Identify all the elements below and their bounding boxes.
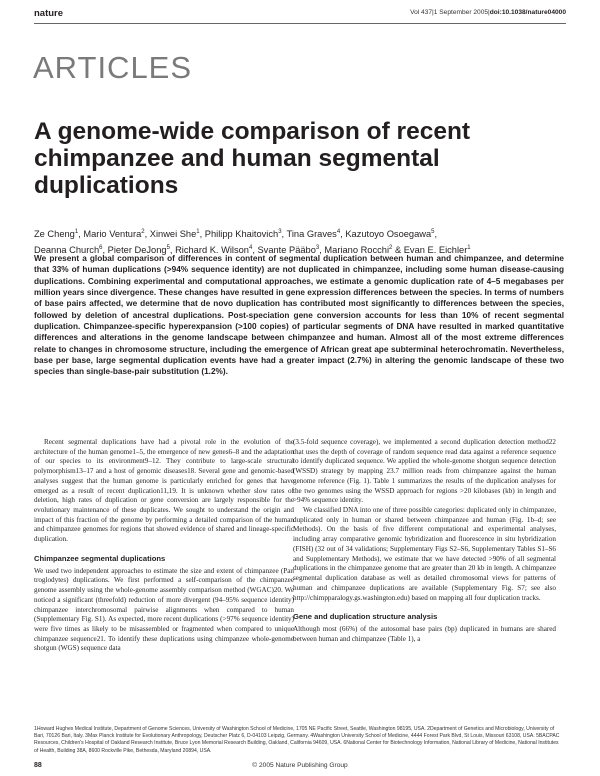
body-column-right (293, 438, 556, 644)
body-paragraph: We used two independent approaches to estimate the size and extent of chimpanzee (Pan troglodytes) duplications. We first performed a self-comparison of the chimpanzee genome assembly using the whole-genome assembly comparison method (WGAC)20. We noticed a significant (threefold) reduction of more divergent (94–95% sequence identity) chimpanzee interchromosomal pairwise alignments when compared to human (Supplementary Fig. S1). As expected, more recent duplications (>97% sequence identity) were five times as likely to be misassembled or fragmented when compared to unique chimpanzee sequence21. To identify these duplications using chimpanzee whole-genome shotgun (WGS) sequence data (34, 566, 294, 653)
section-heading: Chimpanzee segmental duplications (34, 553, 166, 563)
body-paragraph: Recent segmental duplications have had a pivotal role in the evolution of the architecture of the human genome1–5, the emergence of new genes6–8 and the adaptation of our species to its environment9–12. They contribute to large-scale structural polymorphism13–17 and a host of genomic diseases18. Several gene and genomic-based analyses suggest that the human genome is particularly enriched for genes that have emerged as a result of recent duplication11,19. It is unknown whether slow rates of deletion, high rates of duplication or gene conversion are largely responsible for the evolutionary maintenance of these duplicates. We sought to understand the origin and impact of this fraction of the genome by performing a detailed comparison of the human and chimpanzee genomes for regions that showed evidence of shared and lineage-specific duplication. (34, 438, 294, 544)
journal-name: nature (34, 8, 64, 19)
abstract: We present a global comparison of differences in content of segmental duplication between human and chimpanzee, and determine that 33% of human duplications (>94% sequence identity) are not duplicated in chimpanzee, including some human disease-causing duplications. Combining experimental and computational approaches, we estimate a genomic duplication rate of 4–5 megabases per million years since divergence. These changes have resulted in gene expression differences between the species. In terms of numbers of base pairs affected, we determine that de novo duplication has contributed most significantly to differences between the species, followed by deletion of ancestral duplications. Post-speciation gene conversion accounts for less than 10% of recent segmental duplication. Chimpanzee-specific hyperexpansion (>100 copies) of particular segments of DNA have resulted in marked quantitative differences and alterations in the genome landscape between chimpanzee and human. Almost all of the most extreme differences relate to changes in chromosome structure, including the emergence of African great ape subterminal heterochromatin. Nevertheless, base per base, large segmental duplication events have had a greater impact (2.7%) in altering the genomic landscape of these two species than single-base-pair substitution (1.2%). (34, 254, 564, 377)
author: Xinwei She$^1$, (149, 229, 205, 240)
running-header (34, 8, 566, 30)
body-paragraph: We classified DNA into one of three possible categories: duplicated only in chimpanzee, duplicated only in human or shared between chimpanzee and human (Fig. 1b–d; see Methods). On the basis of five different computational and experimental analyses, including array comparative genomic hybridization and fluorescence in situ hybridization (FISH) (32 out of 34 validations; Supplementary Figs S2–S6, Supplementary Tables S1–S6 and Supplementary Methods), we estimate that we have detected >90% of all segmental duplications in the chimpanzee genome that are greater than 20 kb in length. A chimpanzee segmental duplication database as well as detailed chromosomal views for patterns of human and chimpanzee duplications are available (Supplementary Fig. S7; see also http://chimpparalogy.gs.washington.edu) based on mapping all four duplication tracks. (293, 506, 556, 602)
header-rule (34, 23, 566, 24)
author: Kazutoyo Osoegawa$^5$, (345, 229, 438, 240)
author: Mariano Rocchi$^2$ & (324, 244, 404, 255)
author: Deanna Church$^6$, (34, 244, 108, 255)
doi-link[interactable]: doi:10.1038/nature04000 (489, 9, 566, 16)
body-paragraph: Although most (66%) of the autosomal base pairs (bp) duplicated in humans are shared between human and chimpanzee (Table 1), a (293, 624, 556, 643)
body-paragraph: (3.5-fold sequence coverage), we implemented a second duplication detection method22 that uses the depth of coverage of random sequence read data against a reference sequence to identify duplicated sequence. We applied the whole-genome shotgun sequence detection (WSSD) strategy by mapping 23.7 million reads from chimpanzee against the human genome reference (Fig. 1). Table 1 summarizes the results of the duplication analyses for the two genomes using the WSSD approach for regions >20 kilobases (kb) in length and >94% sequence identity. (293, 438, 556, 505)
author: Ze Cheng$^1$, (34, 229, 84, 240)
volume-info: Vol 437|1 September 2005|doi:10.1038/nature04000 (410, 9, 566, 16)
author: Evan E. Eichler$^1$ (403, 244, 471, 255)
page-number: 88 (34, 762, 42, 769)
author: Mario Ventura$^2$, (83, 229, 150, 240)
copyright-notice: © 2005 Nature Publishing Group (252, 762, 348, 769)
author: Svante Pääbo$^3$, (257, 244, 325, 255)
author: Richard K. Wilson$^4$, (175, 244, 258, 255)
author: Pieter DeJong$^5$, (107, 244, 176, 255)
author: Tina Graves$^4$, (286, 229, 346, 240)
author: Philipp Khaitovich$^3$, (204, 229, 287, 240)
section-heading: Gene and duplication structure analysis (293, 612, 438, 622)
affiliations-footnote: 1Howard Hughes Medical Institute, Department of Genome Sciences, University of Washington School of Medicine, 1705 NE Pacific Street, Seattle, Washington 98195, USA. 2Department of Genetics and Microbiology, University of Bari, 70126 Bari, Italy. 3Max Planck Institute for Evolutionary Anthropology, Deutscher Platz 6, D-04103 Leipzig, Germany. 4Washington University School of Medicine, 4444 Forest Park Blvd, St Louis, Missouri 63108, USA. 5BACPAC Resources, Children's Hospital of Oakland Research Institute, Bruce Lyon Memorial Research Building, Oakland, California 94609, USA. 6National Center for Biotechnology Information, National Library of Medicine, National Institutes of Health, Building 38A, 8600 Rockville Pike, Bethesda, Maryland 20894, USA. (34, 726, 560, 754)
body-column-left (34, 438, 294, 654)
article-title: A genome-wide comparison of recent chimpanzee and human segmental duplications (34, 118, 471, 199)
section-label: ARTICLES (33, 50, 193, 85)
